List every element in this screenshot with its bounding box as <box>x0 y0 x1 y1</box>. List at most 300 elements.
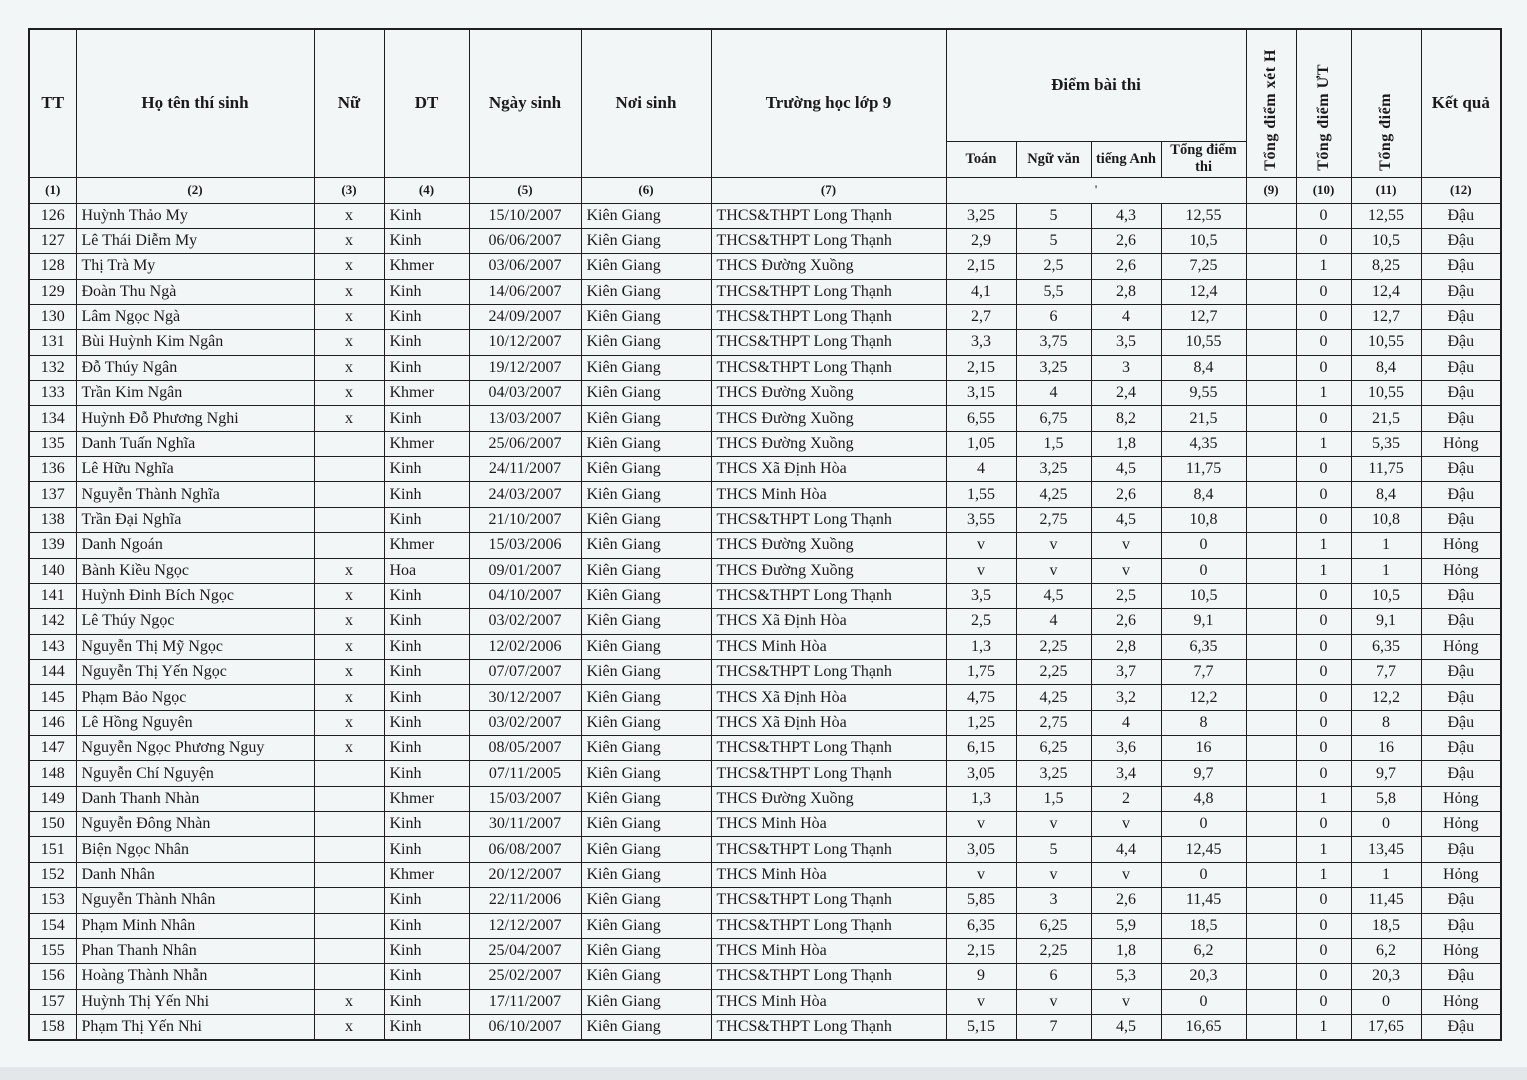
cell-tong_diem: 8 <box>1351 710 1421 735</box>
cell-toan: 2,15 <box>946 938 1016 963</box>
cell-truong: THCS Đường Xuồng <box>711 406 946 431</box>
cell-ngu_van: v <box>1016 533 1091 558</box>
cell-tong_diem: 8,25 <box>1351 254 1421 279</box>
cell-tong_diem: 0 <box>1351 812 1421 837</box>
cell-toan: v <box>946 533 1016 558</box>
cell-tt: 142 <box>29 609 76 634</box>
col-header-tieng-anh: tiếng Anh <box>1091 141 1161 177</box>
cell-tong_diem_ut: 0 <box>1296 482 1351 507</box>
cell-ngay_sinh: 04/10/2007 <box>469 583 581 608</box>
cell-nu <box>314 913 384 938</box>
cell-tt: 126 <box>29 203 76 228</box>
cell-tt: 150 <box>29 812 76 837</box>
cell-tong_diem: 6,35 <box>1351 634 1421 659</box>
cell-ngu_van: 6 <box>1016 964 1091 989</box>
col-header-dt: DT <box>384 29 469 177</box>
cell-ngay_sinh: 06/08/2007 <box>469 837 581 862</box>
cell-toan: v <box>946 558 1016 583</box>
cell-ho_ten: Huỳnh Thảo My <box>76 203 314 228</box>
cell-truong: THCS&THPT Long Thạnh <box>711 1015 946 1040</box>
cell-tong_diem: 9,7 <box>1351 761 1421 786</box>
cell-toan: 4,1 <box>946 279 1016 304</box>
cell-truong: THCS&THPT Long Thạnh <box>711 330 946 355</box>
cell-tt: 148 <box>29 761 76 786</box>
cell-nu: x <box>314 659 384 684</box>
cell-dt: Khmer <box>384 254 469 279</box>
cell-tong_diem_thi: 20,3 <box>1161 964 1246 989</box>
cell-noi_sinh: Kiên Giang <box>581 609 711 634</box>
cell-tieng_anh: 4,5 <box>1091 457 1161 482</box>
cell-toan: v <box>946 862 1016 887</box>
cell-nu: x <box>314 330 384 355</box>
col-header-toan: Toán <box>946 141 1016 177</box>
cell-noi_sinh: Kiên Giang <box>581 659 711 684</box>
cell-tong_diem_xet_h <box>1246 812 1296 837</box>
cell-tong_diem: 12,55 <box>1351 203 1421 228</box>
cell-ngay_sinh: 15/10/2007 <box>469 203 581 228</box>
cell-ket_qua: Đậu <box>1421 888 1501 913</box>
cell-ngay_sinh: 07/07/2007 <box>469 659 581 684</box>
cell-ho_ten: Nguyễn Đông Nhàn <box>76 812 314 837</box>
cell-ngay_sinh: 15/03/2006 <box>469 533 581 558</box>
cell-tong_diem: 12,4 <box>1351 279 1421 304</box>
cell-ngay_sinh: 21/10/2007 <box>469 507 581 532</box>
cell-ho_ten: Lâm Ngọc Ngà <box>76 304 314 329</box>
cell-tong_diem: 7,7 <box>1351 659 1421 684</box>
cell-nu: x <box>314 710 384 735</box>
cell-nu: x <box>314 558 384 583</box>
cell-tong_diem_ut: 1 <box>1296 431 1351 456</box>
cell-nu: x <box>314 685 384 710</box>
cell-ngu_van: 6 <box>1016 304 1091 329</box>
cell-tong_diem_thi: 11,45 <box>1161 888 1246 913</box>
cell-tt: 135 <box>29 431 76 456</box>
cell-ho_ten: Phan Thanh Nhân <box>76 938 314 963</box>
exam-results-table <box>28 28 1502 1041</box>
cell-tong_diem_thi: 11,75 <box>1161 457 1246 482</box>
col-number: (2) <box>76 177 314 203</box>
cell-tong_diem_ut: 0 <box>1296 685 1351 710</box>
cell-ngu_van: 1,5 <box>1016 786 1091 811</box>
cell-tong_diem: 11,75 <box>1351 457 1421 482</box>
cell-ngay_sinh: 12/02/2006 <box>469 634 581 659</box>
cell-nu: x <box>314 355 384 380</box>
cell-noi_sinh: Kiên Giang <box>581 888 711 913</box>
cell-tt: 149 <box>29 786 76 811</box>
cell-nu <box>314 431 384 456</box>
cell-tong_diem: 8,4 <box>1351 355 1421 380</box>
table-row <box>29 583 1501 608</box>
cell-dt: Kinh <box>384 837 469 862</box>
cell-dt: Khmer <box>384 862 469 887</box>
cell-tieng_anh: 2 <box>1091 786 1161 811</box>
cell-ngu_van: 3,25 <box>1016 355 1091 380</box>
cell-ho_ten: Nguyễn Chí Nguyện <box>76 761 314 786</box>
cell-ngu_van: 2,5 <box>1016 254 1091 279</box>
cell-nu: x <box>314 381 384 406</box>
cell-tt: 151 <box>29 837 76 862</box>
cell-dt: Kinh <box>384 634 469 659</box>
cell-tong_diem: 11,45 <box>1351 888 1421 913</box>
cell-ket_qua: Đậu <box>1421 203 1501 228</box>
cell-truong: THCS&THPT Long Thạnh <box>711 888 946 913</box>
cell-ngu_van: 6,75 <box>1016 406 1091 431</box>
cell-ngu_van: v <box>1016 558 1091 583</box>
cell-ngay_sinh: 24/09/2007 <box>469 304 581 329</box>
cell-nu: x <box>314 736 384 761</box>
cell-ngu_van: 3,75 <box>1016 330 1091 355</box>
cell-tt: 156 <box>29 964 76 989</box>
cell-ngu_van: 2,25 <box>1016 938 1091 963</box>
cell-tong_diem_thi: 18,5 <box>1161 913 1246 938</box>
cell-toan: 1,3 <box>946 786 1016 811</box>
cell-dt: Kinh <box>384 659 469 684</box>
cell-ngu_van: 4 <box>1016 609 1091 634</box>
cell-nu: x <box>314 989 384 1014</box>
results-table-body <box>29 203 1501 1040</box>
cell-ket_qua: Đậu <box>1421 507 1501 532</box>
cell-tong_diem_ut: 0 <box>1296 964 1351 989</box>
cell-tt: 154 <box>29 913 76 938</box>
cell-ket_qua: Đậu <box>1421 1015 1501 1040</box>
table-row <box>29 989 1501 1014</box>
cell-tieng_anh: 3,5 <box>1091 330 1161 355</box>
table-row <box>29 837 1501 862</box>
cell-tt: 136 <box>29 457 76 482</box>
col-number: (10) <box>1296 177 1351 203</box>
cell-tieng_anh: 8,2 <box>1091 406 1161 431</box>
cell-tong_diem_thi: 4,35 <box>1161 431 1246 456</box>
cell-tt: 140 <box>29 558 76 583</box>
cell-truong: THCS&THPT Long Thạnh <box>711 355 946 380</box>
table-row <box>29 558 1501 583</box>
cell-ngu_van: 1,5 <box>1016 431 1091 456</box>
cell-tt: 155 <box>29 938 76 963</box>
cell-noi_sinh: Kiên Giang <box>581 304 711 329</box>
cell-ngu_van: 2,75 <box>1016 507 1091 532</box>
cell-ngu_van: 6,25 <box>1016 913 1091 938</box>
cell-tieng_anh: v <box>1091 533 1161 558</box>
cell-dt: Kinh <box>384 710 469 735</box>
table-row <box>29 533 1501 558</box>
cell-tong_diem_ut: 0 <box>1296 279 1351 304</box>
cell-truong: THCS Đường Xuồng <box>711 431 946 456</box>
cell-tieng_anh: 2,8 <box>1091 634 1161 659</box>
table-row <box>29 330 1501 355</box>
cell-nu: x <box>314 254 384 279</box>
cell-tong_diem_thi: 10,8 <box>1161 507 1246 532</box>
table-row <box>29 812 1501 837</box>
col-number: (7) <box>711 177 946 203</box>
table-row <box>29 913 1501 938</box>
cell-ngu_van: 4,5 <box>1016 583 1091 608</box>
cell-tong_diem_xet_h <box>1246 254 1296 279</box>
cell-ngu_van: 7 <box>1016 1015 1091 1040</box>
cell-tong_diem_ut: 0 <box>1296 609 1351 634</box>
cell-tong_diem_xet_h <box>1246 558 1296 583</box>
cell-truong: THCS&THPT Long Thạnh <box>711 304 946 329</box>
header-number-row <box>29 177 1501 203</box>
cell-ngu_van: 6,25 <box>1016 736 1091 761</box>
cell-nu <box>314 507 384 532</box>
cell-truong: THCS&THPT Long Thạnh <box>711 964 946 989</box>
table-row <box>29 786 1501 811</box>
cell-toan: 6,15 <box>946 736 1016 761</box>
cell-tt: 129 <box>29 279 76 304</box>
table-row <box>29 304 1501 329</box>
cell-ngay_sinh: 15/03/2007 <box>469 786 581 811</box>
cell-noi_sinh: Kiên Giang <box>581 457 711 482</box>
col-number: (4) <box>384 177 469 203</box>
cell-tieng_anh: 5,9 <box>1091 913 1161 938</box>
cell-ket_qua: Đậu <box>1421 685 1501 710</box>
cell-nu: x <box>314 203 384 228</box>
cell-nu <box>314 888 384 913</box>
cell-tong_diem_thi: 12,45 <box>1161 837 1246 862</box>
cell-tong_diem_thi: 6,35 <box>1161 634 1246 659</box>
cell-dt: Kinh <box>384 989 469 1014</box>
cell-ho_ten: Huỳnh Đinh Bích Ngọc <box>76 583 314 608</box>
cell-dt: Kinh <box>384 228 469 253</box>
cell-noi_sinh: Kiên Giang <box>581 938 711 963</box>
cell-tong_diem_xet_h <box>1246 330 1296 355</box>
cell-tong_diem_thi: 10,55 <box>1161 330 1246 355</box>
cell-toan: 4 <box>946 457 1016 482</box>
cell-ho_ten: Nguyễn Ngọc Phương Nguy <box>76 736 314 761</box>
cell-truong: THCS&THPT Long Thạnh <box>711 837 946 862</box>
cell-dt: Kinh <box>384 761 469 786</box>
cell-noi_sinh: Kiên Giang <box>581 381 711 406</box>
table-row <box>29 457 1501 482</box>
cell-ho_ten: Phạm Thị Yến Nhi <box>76 1015 314 1040</box>
cell-ket_qua: Đậu <box>1421 837 1501 862</box>
col-header-truong: Trường học lớp 9 <box>711 29 946 177</box>
cell-tong_diem_thi: 12,55 <box>1161 203 1246 228</box>
cell-tieng_anh: v <box>1091 812 1161 837</box>
cell-toan: 1,75 <box>946 659 1016 684</box>
cell-tt: 158 <box>29 1015 76 1040</box>
cell-tong_diem_thi: 10,5 <box>1161 583 1246 608</box>
cell-tong_diem_ut: 1 <box>1296 862 1351 887</box>
cell-tieng_anh: 3,2 <box>1091 685 1161 710</box>
cell-ket_qua: Đậu <box>1421 304 1501 329</box>
col-number: (12) <box>1421 177 1501 203</box>
cell-noi_sinh: Kiên Giang <box>581 431 711 456</box>
cell-ket_qua: Đậu <box>1421 482 1501 507</box>
cell-ket_qua: Đậu <box>1421 228 1501 253</box>
cell-noi_sinh: Kiên Giang <box>581 786 711 811</box>
cell-tong_diem_thi: 8,4 <box>1161 482 1246 507</box>
cell-tong_diem_ut: 0 <box>1296 989 1351 1014</box>
cell-ngay_sinh: 13/03/2007 <box>469 406 581 431</box>
cell-ho_ten: Biện Ngọc Nhân <box>76 837 314 862</box>
cell-noi_sinh: Kiên Giang <box>581 761 711 786</box>
cell-tong_diem_ut: 0 <box>1296 457 1351 482</box>
cell-tong_diem_xet_h <box>1246 355 1296 380</box>
cell-ket_qua: Đậu <box>1421 913 1501 938</box>
table-row <box>29 355 1501 380</box>
cell-tt: 131 <box>29 330 76 355</box>
cell-ngay_sinh: 12/12/2007 <box>469 913 581 938</box>
cell-tong_diem_thi: 0 <box>1161 533 1246 558</box>
cell-truong: THCS Đường Xuồng <box>711 381 946 406</box>
cell-ho_ten: Bành Kiều Ngọc <box>76 558 314 583</box>
cell-tong_diem: 1 <box>1351 862 1421 887</box>
cell-dt: Kinh <box>384 482 469 507</box>
cell-nu: x <box>314 583 384 608</box>
cell-tong_diem_ut: 0 <box>1296 812 1351 837</box>
table-row <box>29 431 1501 456</box>
cell-tt: 147 <box>29 736 76 761</box>
table-row <box>29 203 1501 228</box>
cell-toan: 3,55 <box>946 507 1016 532</box>
table-row <box>29 634 1501 659</box>
col-number: (3) <box>314 177 384 203</box>
cell-ho_ten: Phạm Bảo Ngọc <box>76 685 314 710</box>
cell-tieng_anh: 2,8 <box>1091 279 1161 304</box>
cell-tieng_anh: 2,6 <box>1091 609 1161 634</box>
cell-ket_qua: Hỏng <box>1421 431 1501 456</box>
cell-ngay_sinh: 14/06/2007 <box>469 279 581 304</box>
cell-tieng_anh: 4,4 <box>1091 837 1161 862</box>
cell-ngay_sinh: 17/11/2007 <box>469 989 581 1014</box>
cell-noi_sinh: Kiên Giang <box>581 279 711 304</box>
cell-dt: Kinh <box>384 938 469 963</box>
cell-tong_diem_xet_h <box>1246 304 1296 329</box>
table-row <box>29 482 1501 507</box>
cell-tong_diem_xet_h <box>1246 989 1296 1014</box>
cell-tong_diem_xet_h <box>1246 203 1296 228</box>
cell-tieng_anh: v <box>1091 862 1161 887</box>
cell-tong_diem_xet_h <box>1246 761 1296 786</box>
cell-ho_ten: Danh Tuấn Nghĩa <box>76 431 314 456</box>
cell-ngay_sinh: 30/11/2007 <box>469 812 581 837</box>
cell-tong_diem_thi: 0 <box>1161 812 1246 837</box>
cell-nu <box>314 812 384 837</box>
cell-tt: 127 <box>29 228 76 253</box>
col-header-nu: Nữ <box>314 29 384 177</box>
cell-dt: Khmer <box>384 786 469 811</box>
cell-tong_diem: 10,55 <box>1351 330 1421 355</box>
cell-ho_ten: Lê Thái Diễm My <box>76 228 314 253</box>
cell-ngu_van: 2,75 <box>1016 710 1091 735</box>
cell-nu: x <box>314 1015 384 1040</box>
cell-truong: THCS&THPT Long Thạnh <box>711 228 946 253</box>
cell-ket_qua: Hỏng <box>1421 558 1501 583</box>
cell-ngay_sinh: 10/12/2007 <box>469 330 581 355</box>
table-row <box>29 279 1501 304</box>
cell-tong_diem: 9,1 <box>1351 609 1421 634</box>
cell-tieng_anh: 3,7 <box>1091 659 1161 684</box>
cell-dt: Kinh <box>384 330 469 355</box>
cell-dt: Kinh <box>384 279 469 304</box>
cell-nu: x <box>314 228 384 253</box>
cell-truong: THCS Xã Định Hòa <box>711 685 946 710</box>
cell-ngu_van: 3,25 <box>1016 457 1091 482</box>
cell-tt: 137 <box>29 482 76 507</box>
cell-truong: THCS Minh Hòa <box>711 482 946 507</box>
cell-ho_ten: Danh Thanh Nhàn <box>76 786 314 811</box>
cell-tong_diem_xet_h <box>1246 279 1296 304</box>
cell-tong_diem_ut: 0 <box>1296 659 1351 684</box>
cell-ngu_van: 5 <box>1016 203 1091 228</box>
cell-ho_ten: Trần Kim Ngân <box>76 381 314 406</box>
cell-tong_diem_thi: 8,4 <box>1161 355 1246 380</box>
cell-ngay_sinh: 03/02/2007 <box>469 609 581 634</box>
cell-nu <box>314 837 384 862</box>
cell-nu <box>314 862 384 887</box>
cell-tong_diem_ut: 0 <box>1296 203 1351 228</box>
table-row <box>29 964 1501 989</box>
cell-truong: THCS&THPT Long Thạnh <box>711 203 946 228</box>
cell-ho_ten: Phạm Minh Nhân <box>76 913 314 938</box>
vertical-label: Tổng điểm ƯT <box>1314 63 1332 171</box>
cell-tong_diem: 17,65 <box>1351 1015 1421 1040</box>
cell-nu: x <box>314 634 384 659</box>
cell-ngu_van: 5 <box>1016 228 1091 253</box>
cell-ho_ten: Nguyễn Thị Mỹ Ngọc <box>76 634 314 659</box>
cell-tt: 139 <box>29 533 76 558</box>
cell-dt: Khmer <box>384 533 469 558</box>
cell-ket_qua: Đậu <box>1421 330 1501 355</box>
cell-tong_diem_xet_h <box>1246 736 1296 761</box>
cell-ngay_sinh: 08/05/2007 <box>469 736 581 761</box>
col-number: (11) <box>1351 177 1421 203</box>
cell-tong_diem_thi: 9,55 <box>1161 381 1246 406</box>
cell-ho_ten: Lê Thúy Ngọc <box>76 609 314 634</box>
cell-tieng_anh: 2,6 <box>1091 888 1161 913</box>
cell-tong_diem_ut: 0 <box>1296 583 1351 608</box>
cell-toan: 2,5 <box>946 609 1016 634</box>
cell-tong_diem: 8,4 <box>1351 482 1421 507</box>
cell-ngay_sinh: 24/11/2007 <box>469 457 581 482</box>
col-header-tong-diem-xet-h <box>1246 29 1296 177</box>
cell-tong_diem_xet_h <box>1246 1015 1296 1040</box>
cell-dt: Hoa <box>384 558 469 583</box>
cell-toan: 9 <box>946 964 1016 989</box>
cell-toan: 6,55 <box>946 406 1016 431</box>
col-number: (5) <box>469 177 581 203</box>
cell-tong_diem: 21,5 <box>1351 406 1421 431</box>
cell-nu <box>314 761 384 786</box>
cell-tieng_anh: 4 <box>1091 710 1161 735</box>
cell-ngu_van: 4 <box>1016 381 1091 406</box>
cell-tong_diem_ut: 1 <box>1296 837 1351 862</box>
cell-toan: 3,5 <box>946 583 1016 608</box>
cell-noi_sinh: Kiên Giang <box>581 406 711 431</box>
cell-dt: Kinh <box>384 355 469 380</box>
cell-tong_diem: 13,45 <box>1351 837 1421 862</box>
cell-tong_diem_xet_h <box>1246 913 1296 938</box>
cell-toan: 5,15 <box>946 1015 1016 1040</box>
cell-tong_diem_ut: 1 <box>1296 533 1351 558</box>
cell-noi_sinh: Kiên Giang <box>581 507 711 532</box>
cell-dt: Kinh <box>384 304 469 329</box>
table-row <box>29 761 1501 786</box>
cell-ket_qua: Đậu <box>1421 736 1501 761</box>
cell-nu <box>314 938 384 963</box>
cell-tong_diem: 10,5 <box>1351 228 1421 253</box>
cell-tieng_anh: v <box>1091 558 1161 583</box>
col-header-tong-diem <box>1351 29 1421 177</box>
cell-tong_diem_thi: 10,5 <box>1161 228 1246 253</box>
cell-tong_diem_xet_h <box>1246 609 1296 634</box>
cell-ket_qua: Đậu <box>1421 457 1501 482</box>
cell-tong_diem_thi: 0 <box>1161 862 1246 887</box>
cell-noi_sinh: Kiên Giang <box>581 203 711 228</box>
cell-tt: 146 <box>29 710 76 735</box>
cell-tt: 130 <box>29 304 76 329</box>
